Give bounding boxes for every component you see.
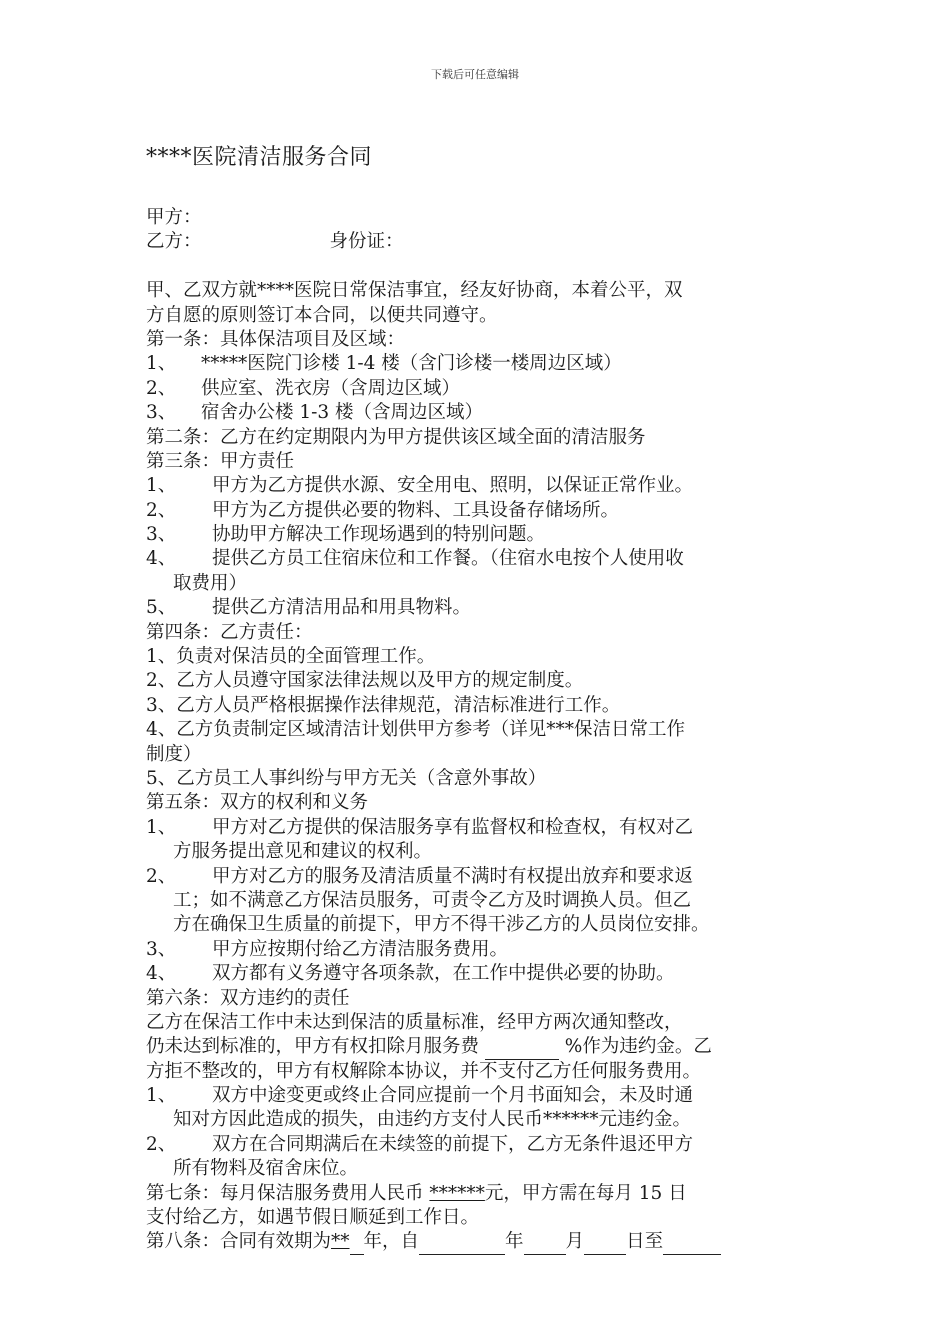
article-3-title: 第三条：甲方责任 [146,450,295,472]
article-6-paragraph: 仍未达到标准的，甲方有权扣除月服务费 %作为违约金。乙 [146,1035,808,1059]
article-3-item: 2、 甲方为乙方提供必要的物料、工具设备存储场所。 [146,499,620,521]
article-5-item: 1、 甲方对乙方提供的保洁服务享有监督权和检查权，有权对乙 [146,816,694,838]
article-5-item: 4、 双方都有义务遵守各项条款，在工作中提供必要的协助。 [146,963,675,985]
article-5-item-cont: 方在确保卫生质量的前提下，甲方不得干涉乙方的人员岗位安排。 [173,914,710,936]
article-6-item-cont: 所有物料及宿舍床位。 [173,1158,359,1180]
header-note: 下载后可任意编辑 [431,68,519,81]
article-1-item: 1、 *****医院门诊楼 1-4 楼（含门诊楼一楼周边区域） [146,353,622,375]
intro-line: 甲、乙双方就****医院日常保洁事宜，经友好协商，本着公平，双 [146,280,683,302]
article-5-item-cont: 工；如不满意乙方保洁员服务，可责令乙方及时调换人员。但乙 [173,889,692,911]
article-3-item: 3、 协助甲方解决工作现场遇到的特别问题。 [146,524,546,546]
article-6-item: 2、 双方在合同期满后在未续签的前提下，乙方无条件退还甲方 [146,1133,694,1155]
start-day-blank [584,1234,626,1255]
article-1-title: 第一条：具体保洁项目及区域： [146,328,406,350]
article-4-item: 1、负责对保洁员的全面管理工作。 [146,646,436,668]
article-2-title: 第二条：乙方在约定期限内为甲方提供该区域全面的清洁服务 [146,426,646,448]
article-6-title: 第六条：双方违约的责任 [146,987,350,1009]
article-6-paragraph: 方拒不整改的，甲方有权解除本协议，并不支付乙方任何服务费用。 [146,1060,702,1082]
article-6-paragraph: 乙方在保洁工作中未达到保洁的质量标准，经甲方两次通知整改， [146,1011,683,1033]
party-b-line [146,230,808,254]
article-5-item: 3、 甲方应按期付给乙方清洁服务费用。 [146,938,509,960]
article-3-item: 1、 甲方为乙方提供水源、安全用电、照明，以保证正常作业。 [146,475,694,497]
article-3-item-cont: 取费用） [173,572,248,594]
party-a-line [146,206,808,230]
article-4-item: 5、乙方员工人事纠纷与甲方无关（含意外事故） [146,767,547,789]
article-4-title: 第四条：乙方责任： [146,621,313,643]
intro-line: 方自愿的原则签订本合同，以便共同遵守。 [146,304,498,326]
article-4-item: 4、乙方负责制定区域清洁计划供甲方参考（详见***保洁日常工作 [146,719,686,741]
end-date-blank [663,1234,721,1255]
id-label: 身份证： [329,231,404,253]
article-4-item: 3、乙方人员严格根据操作法律规范，清洁标准进行工作。 [146,694,621,716]
article-6-item: 1、 双方中途变更或终止合同应提前一个月书面知会，未及时通 [146,1085,694,1107]
party-b-label: 乙方： [146,231,202,253]
article-7-line: 支付给乙方，如遇节假日顺延到工作日。 [146,1207,480,1229]
article-1-item: 2、 供应室、洗衣房（含周边区域） [146,377,461,399]
start-year-blank [419,1234,505,1255]
article-6-item-cont: 知对方因此造成的损失，由违约方支付人民币******元违约金。 [173,1109,692,1131]
monthly-fee-amount: ****** [429,1182,485,1204]
article-3-item: 4、 提供乙方员工住宿床位和工作餐。（住宿水电按个人使用收 [146,548,684,570]
penalty-percent-blank [485,1039,559,1060]
article-4-item: 2、乙方人员遵守国家法律法规以及甲方的规定制度。 [146,670,584,692]
article-4-item: 制度） [146,743,202,765]
party-a-label: 甲方： [146,207,202,228]
contract-title: ****医院清洁服务合同 [146,145,373,170]
article-8-line: 第八条：合同有效期为** 年，自 年 月 日至 [146,1230,808,1254]
contract-body [146,206,808,1255]
contract-years: ** [331,1231,350,1253]
article-3-item: 5、 提供乙方清洁用品和用具物料。 [146,597,472,619]
article-7-line: 第七条：每月保洁服务费用人民币 ******元，甲方需在每月 15 日 [146,1182,687,1204]
article-1-item: 3、 宿舍办公楼 1-3 楼（含周边区域） [146,402,484,424]
article-5-item-cont: 方服务提出意见和建议的权利。 [173,841,433,863]
article-5-item: 2、 甲方对乙方的服务及清洁质量不满时有权提出放弃和要求返 [146,865,694,887]
start-month-blank [524,1234,566,1255]
article-5-title: 第五条：双方的权利和义务 [146,792,369,814]
